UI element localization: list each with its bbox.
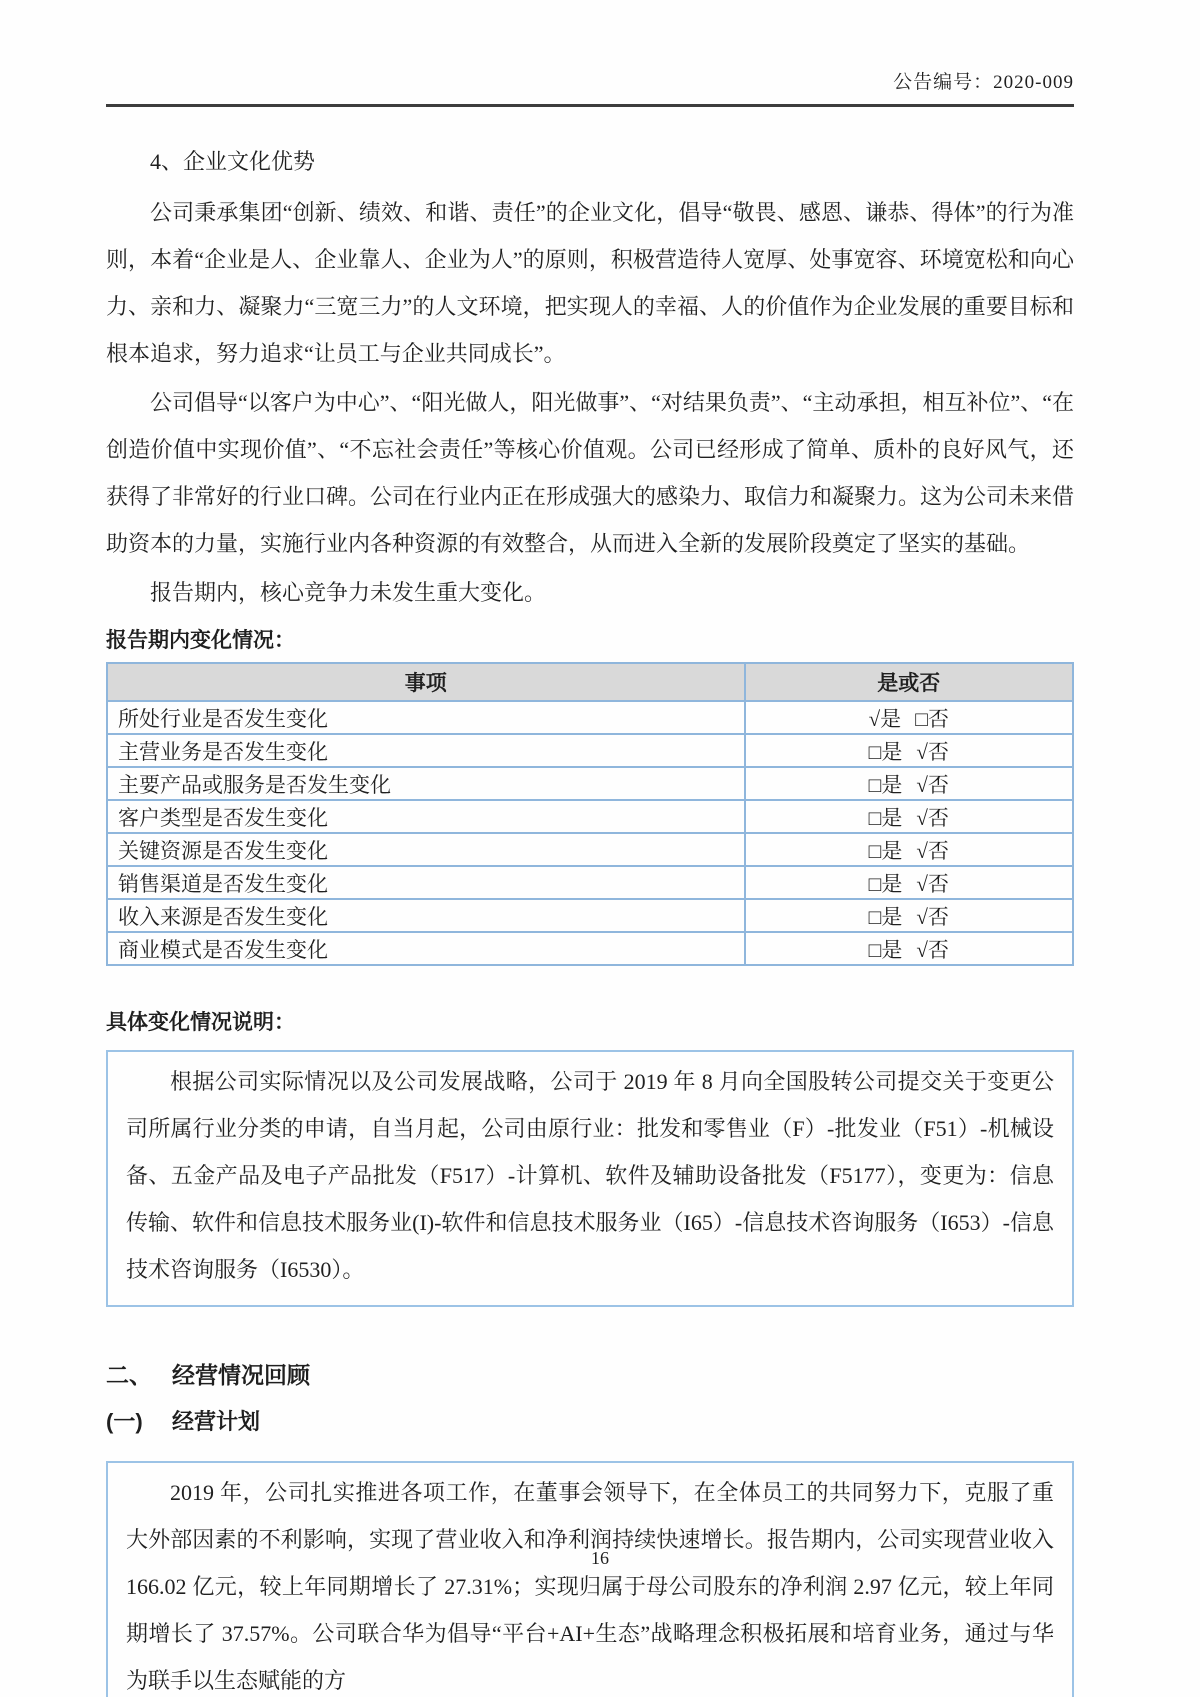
- row-item-label: 主营业务是否发生变化: [107, 734, 745, 767]
- row-answer: [745, 701, 1073, 734]
- row-answer: [745, 800, 1073, 833]
- no-option: √否: [916, 904, 949, 929]
- row-item-label: 商业模式是否发生变化: [107, 932, 745, 965]
- table-row: [107, 833, 1073, 866]
- no-option: √否: [916, 772, 949, 797]
- yes-option: √是: [868, 706, 902, 731]
- row-item-label: 所处行业是否发生变化: [107, 701, 745, 734]
- section4-title: 4、企业文化优势: [150, 149, 316, 174]
- change-table-body: [107, 701, 1073, 965]
- paragraph-core-competence: 报告期内，核心竞争力未发生重大变化。: [150, 580, 547, 605]
- doc-header: [106, 0, 1074, 107]
- no-option: √否: [916, 805, 949, 830]
- row-answer: [745, 932, 1073, 965]
- business-plan-text: 2019 年，公司扎实推进各项工作，在董事会领导下，在全体员工的共同努力下，克服了重大外部因素的不利影响，实现了营业收入和净利润持续快速增长。报告期内，公司实现营业收入 166.02 亿元，较上年同期增长了 27.31%；实现归属于母公司股东的净利润 2.97 亿元，较上年同期增长了 37.57%。公司联合华为倡导“平台+AI+生态”战略理念积极拓展和培育业务，通过与华为联手以生态赋能的方: [126, 1480, 1054, 1693]
- row-answer: [745, 899, 1073, 932]
- column-header-item: 事项: [107, 663, 745, 701]
- no-option: √否: [916, 871, 949, 896]
- yes-option: □是: [868, 871, 903, 896]
- paragraph-culture-1: 公司秉承集团“创新、绩效、和谐、责任”的企业文化，倡导“敬畏、感恩、谦恭、得体”的行为准则，本着“企业是人、企业靠人、企业为人”的原则，积极营造待人宽厚、处事宽容、环境宽松和向心力、亲和力、凝聚力“三宽三力”的人文环境，把实现人的幸福、人的价值作为企业发展的重要目标和根本追求，努力追求“让员工与企业共同成长”。: [106, 200, 1074, 366]
- section2-heading: [106, 1359, 1074, 1391]
- table-row: [107, 899, 1073, 932]
- detail-note-label: 具体变化情况说明：: [106, 1011, 295, 1034]
- section2-subheading: [106, 1407, 1074, 1437]
- column-header-yesno: 是或否: [745, 663, 1073, 701]
- no-option: √否: [916, 739, 949, 764]
- no-option: □否: [915, 706, 949, 731]
- yes-option: □是: [868, 937, 903, 962]
- detail-note-box: [106, 1050, 1074, 1307]
- change-table-label: 报告期内变化情况：: [106, 629, 295, 652]
- table-row: [107, 866, 1073, 899]
- page-footer: [0, 1548, 1200, 1569]
- change-table: [106, 662, 1074, 966]
- row-item-label: 客户类型是否发生变化: [107, 800, 745, 833]
- table-row: [107, 701, 1073, 734]
- section2-sub-number: (一): [106, 1409, 143, 1434]
- table-row: [107, 734, 1073, 767]
- yes-option: □是: [868, 904, 903, 929]
- section2-number: 二、: [106, 1362, 152, 1388]
- row-item-label: 关键资源是否发生变化: [107, 833, 745, 866]
- section2-sub-title: 经营计划: [172, 1409, 261, 1434]
- announcement-number: 公告编号：2020-009: [893, 72, 1074, 93]
- table-row: [107, 932, 1073, 965]
- detail-note-text: 根据公司实际情况以及公司发展战略，公司于 2019 年 8 月向全国股转公司提交关于变更公司所属行业分类的申请，自当月起，公司由原行业：批发和零售业（F）-批发业（F51）-机械设备、五金产品及电子产品批发（F517）-计算机、软件及辅助设备批发（F5177），变更为：信息传输、软件和信息技术服务业(I)-软件和信息技术服务业（I65）-信息技术咨询服务（I653）-信息技术咨询服务（I6530）。: [126, 1069, 1054, 1282]
- business-plan-box: [106, 1461, 1074, 1697]
- section2-title: 经营情况回顾: [172, 1362, 310, 1388]
- paragraph-culture-2: 公司倡导“以客户为中心”、“阳光做人，阳光做事”、“对结果负责”、“主动承担，相互补位”、“在创造价值中实现价值”、“不忘社会责任”等核心价值观。公司已经形成了简单、质朴的良好风气，还获得了非常好的行业口碑。公司在行业内正在形成强大的感染力、取信力和凝聚力。这为公司未来借助资本的力量，实施行业内各种资源的有效整合，从而进入全新的发展阶段奠定了坚实的基础。: [106, 390, 1075, 556]
- row-answer: [745, 866, 1073, 899]
- yes-option: □是: [868, 739, 903, 764]
- page-number: 16: [591, 1548, 609, 1568]
- table-row: [107, 800, 1073, 833]
- row-answer: [745, 767, 1073, 800]
- yes-option: □是: [868, 838, 903, 863]
- row-item-label: 主要产品或服务是否发生变化: [107, 767, 745, 800]
- row-answer: [745, 833, 1073, 866]
- change-table-header-row: [107, 663, 1073, 701]
- page-content: [106, 0, 1074, 1697]
- table-row: [107, 767, 1073, 800]
- row-answer: [745, 734, 1073, 767]
- row-item-label: 销售渠道是否发生变化: [107, 866, 745, 899]
- yes-option: □是: [868, 805, 903, 830]
- no-option: √否: [916, 838, 949, 863]
- no-option: √否: [916, 937, 949, 962]
- row-item-label: 收入来源是否发生变化: [107, 899, 745, 932]
- yes-option: □是: [868, 772, 903, 797]
